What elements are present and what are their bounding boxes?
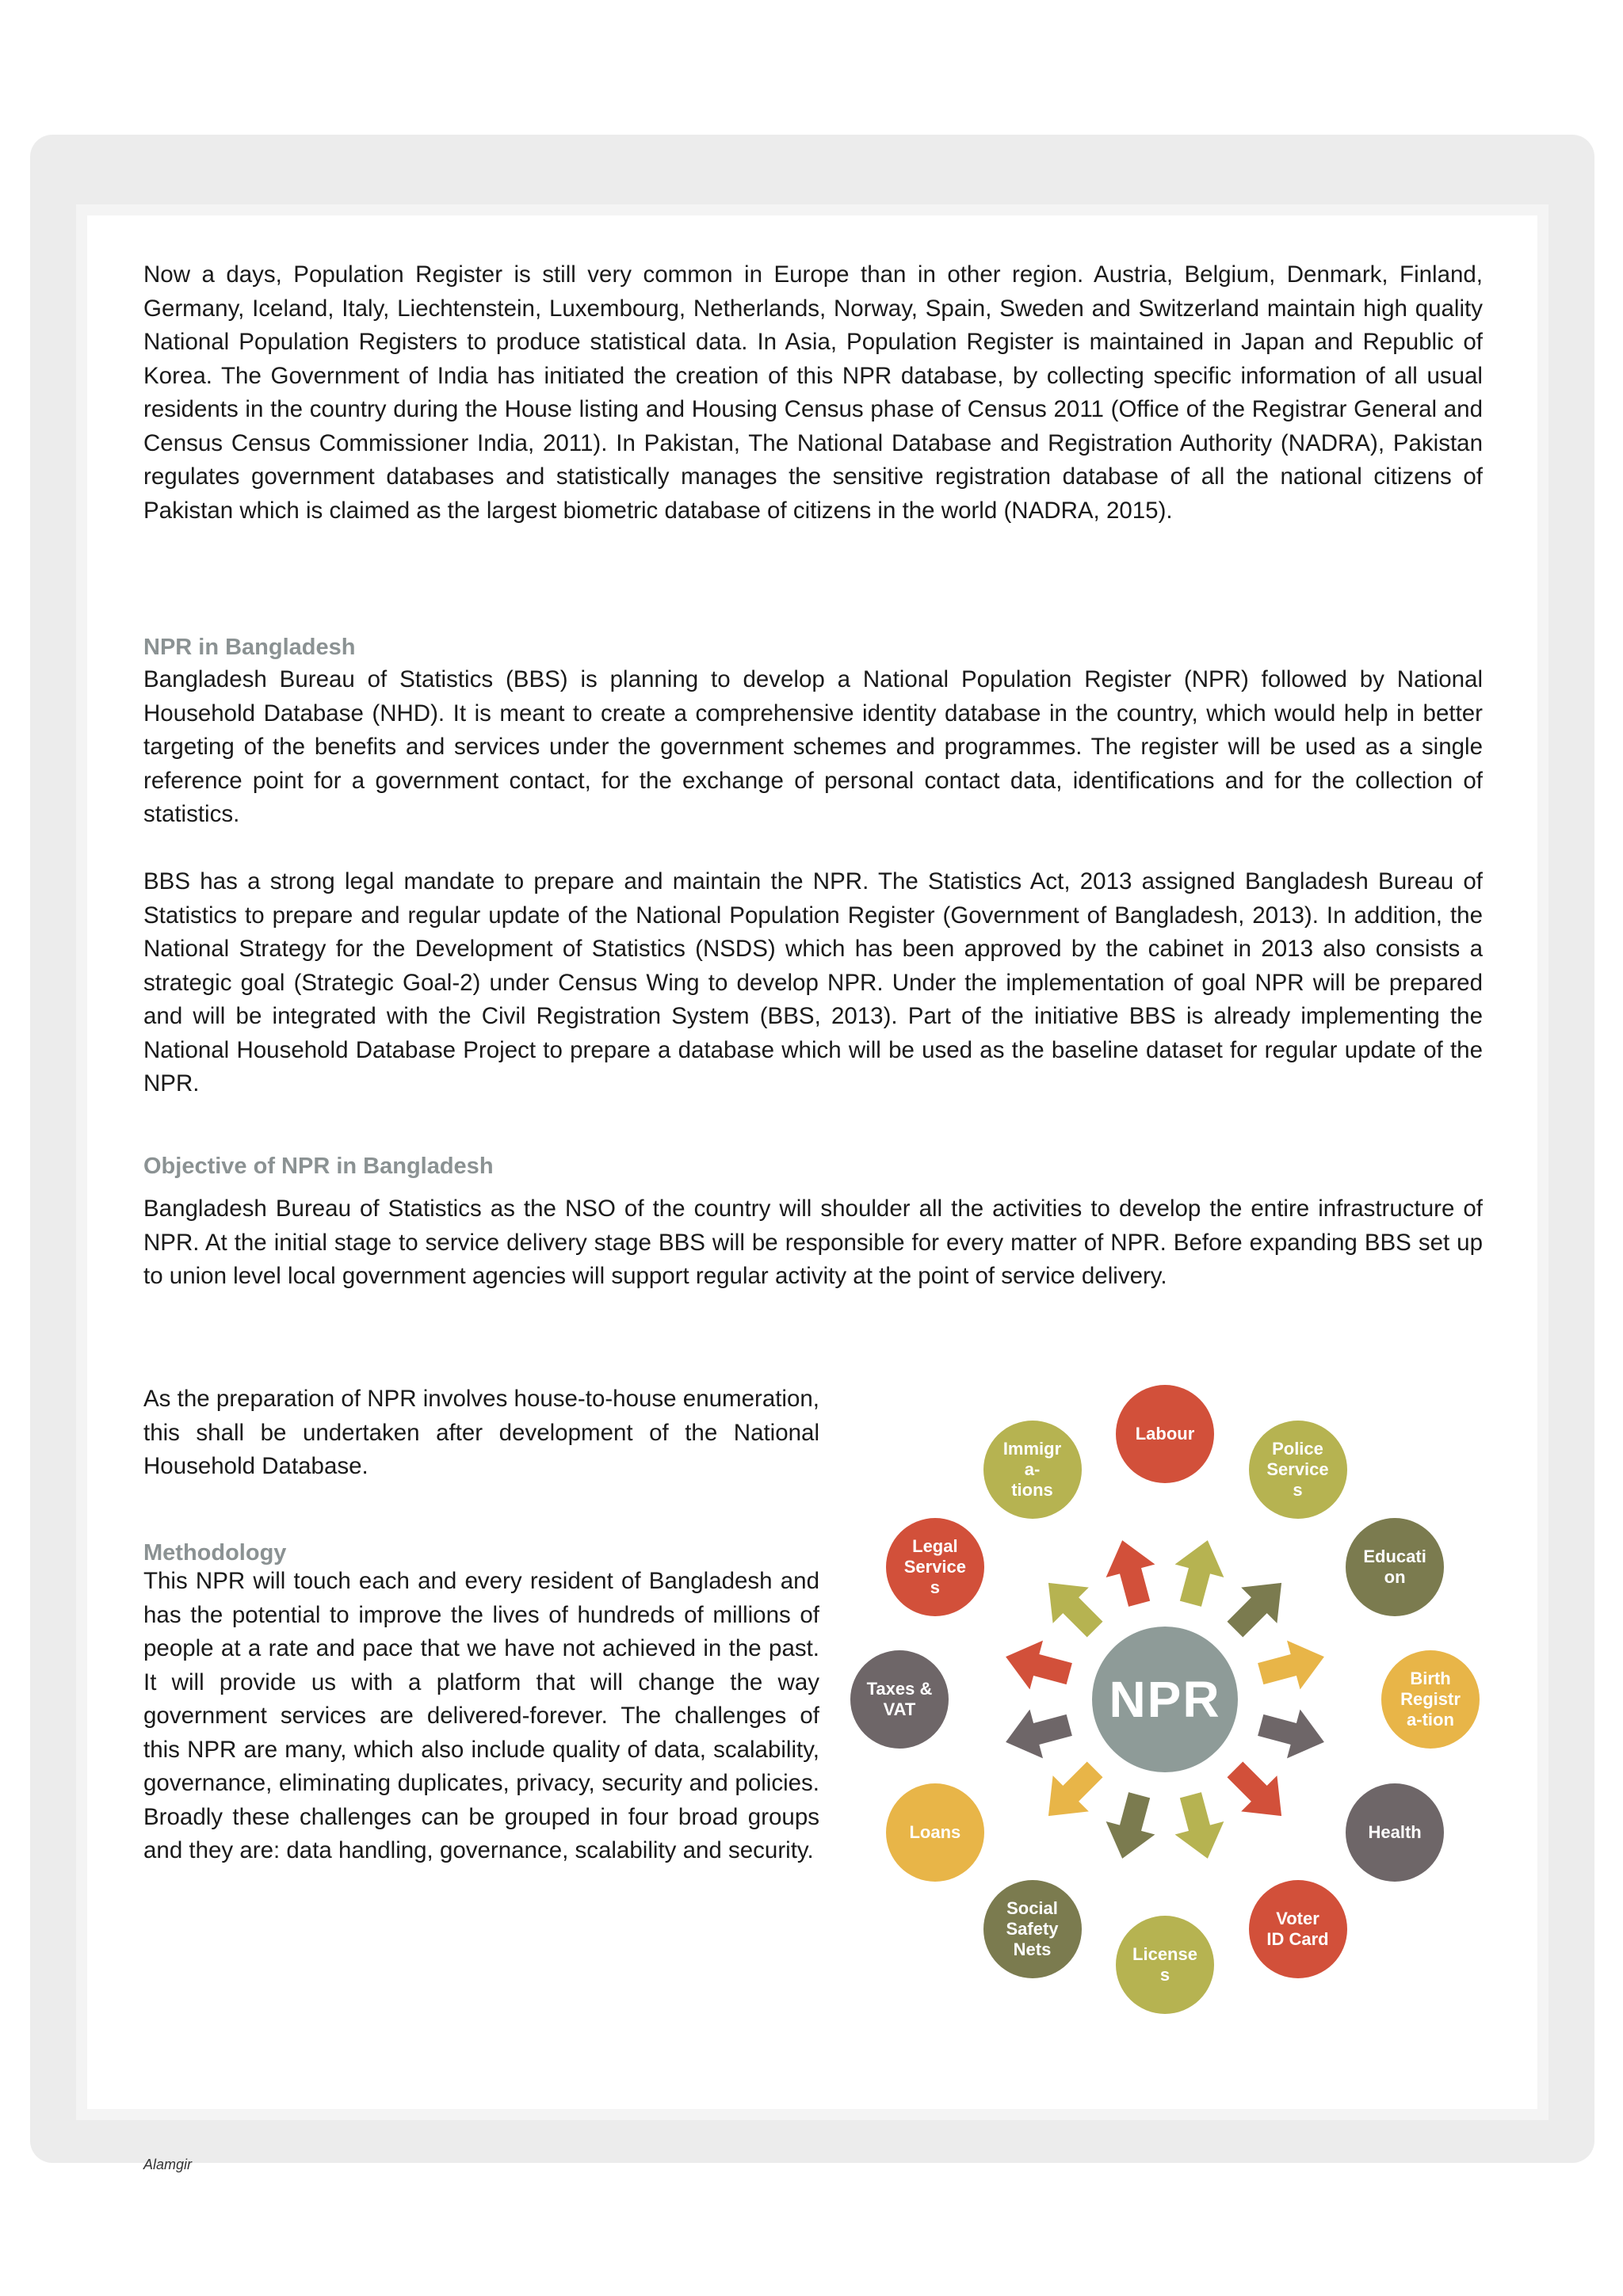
diagram-node-police-service-s: Police Service s xyxy=(1249,1421,1347,1519)
diagram-node-loans: Loans xyxy=(886,1783,984,1882)
diagram-arrow xyxy=(1098,1788,1163,1865)
diagram-node-voter-id-card: Voter ID Card xyxy=(1249,1880,1347,1978)
intro-paragraph: Now a days, Population Register is still very common in Europe than in other region. Austria, Belgium, Denmark, Finland, Germany, Iceland, Italy, Liechtenstein, Luxembourg, Netherlands, Norway, Spain, Sweden and Switzerland maintain high quality National Population Registers to produce statistical data. In Asia, Population Register is maintained in Japan and Republic of Korea. The Government of India has initiated the creation of this NPR database, by collecting specific information of all usual residents in the country during the House listing and Housing Census phase of Census 2011 (Office of the Registrar General and Census Census Commissioner India, 2011). In Pakistan, The National Database and Registration Authority (NADRA), Pakistan regulates government databases and statistically manages the sensitive registration database of all the national citizens of Pakistan which is claimed as the largest biometric database of citizens in the world (NADRA, 2015). xyxy=(143,261,1483,524)
diagram-arrow xyxy=(1254,1700,1331,1766)
diagram-node-labour: Labour xyxy=(1116,1385,1214,1483)
diagram-arrow xyxy=(999,1700,1076,1766)
diagram-arrow xyxy=(1030,1565,1113,1647)
diagram-arrow xyxy=(1166,1788,1232,1865)
diagram-node-health: Health xyxy=(1346,1783,1444,1882)
diagram-arrow xyxy=(1166,1534,1232,1611)
npr-cycle-diagram xyxy=(840,1375,1490,2024)
preparation-paragraph: As the preparation of NPR involves house-to-house enumeration, this shall be undertaken after development of the National Household Database. xyxy=(143,1386,819,1479)
diagram-node-social-safety-nets: Social Safety Nets xyxy=(983,1880,1082,1978)
diagram-arrow xyxy=(1030,1752,1113,1834)
mandate-paragraph: BBS has a strong legal mandate to prepare and maintain the NPR. The Statistics Act, 2013 assigned Bangladesh Bureau of Statistics to prepare and regular update of the National Population Register (Government of Bangladesh, 2013). In addition, the National Strategy for the Development of Statistics (NSDS) which has been approved by the cabinet in 2013 also consists a strategic goal (Strategic Goal-2) under Census Wing to develop NPR. Under the implementation of goal NPR will be prepared and will be integrated with the Civil Registration System (BBS, 2013). Part of the initiative BBS is already implementing the National Household Database Project to prepare a database which will be used as the baseline dataset for regular update of the NPR. xyxy=(143,868,1483,1097)
author-name: Alamgir xyxy=(143,2157,193,2172)
heading-objective: Objective of NPR in Bangladesh xyxy=(143,1154,494,1179)
diagram-node-birth-registr-a-tion: Birth Registr a-tion xyxy=(1381,1650,1480,1749)
diagram-arrow xyxy=(999,1632,1076,1698)
diagram-node-immigr-a-tions: Immigr a- tions xyxy=(983,1421,1082,1519)
diagram-node-license-s: License s xyxy=(1116,1916,1214,2014)
diagram-arrow xyxy=(1217,1752,1300,1834)
diagram-arrow xyxy=(1254,1632,1331,1698)
objective-paragraph: Bangladesh Bureau of Statistics as the NSO of the country will shoulder all the activities to develop the entire infrastructure of NPR. At the initial stage to service delivery stage BBS will be responsible for every matter of NPR. Before expanding BBS set up to union level local government agencies will support regular activity at the point of service delivery. xyxy=(143,1196,1483,1289)
diagram-arrow xyxy=(1217,1565,1300,1647)
diagram-node-taxes-vat: Taxes & VAT xyxy=(850,1650,949,1749)
diagram-node-legal-service-s: Legal Service s xyxy=(886,1518,984,1616)
diagram-node-educati-on: Educati on xyxy=(1346,1518,1444,1616)
diagram-arrow xyxy=(1098,1534,1163,1611)
npr-bangladesh-paragraph: Bangladesh Bureau of Statistics (BBS) is planning to develop a National Population Register (NPR) followed by National Household Database (NHD). It is meant to create a comprehensive identity database in the country, which would help in better targeting of the benefits and services under the government schemes and programmes. The register will be used as a single reference point for a government contact, for the exchange of personal contact data, identifications and for the collection of statistics. xyxy=(143,666,1483,827)
heading-npr-in-bangladesh: NPR in Bangladesh xyxy=(143,635,356,660)
footer-date: October 15, 2016 xyxy=(666,2064,844,2088)
npr-center-node: NPR xyxy=(1092,1627,1238,1772)
heading-methodology: Methodology xyxy=(143,1540,287,1566)
methodology-paragraph: This NPR will touch each and every resident of Bangladesh and has the potential to improve the lives of hundreds of millions of people at a rate and pace that we have not achieved in the past. It will provide us with a platform that will change the way government services are delivered-forever. The challenges of this NPR are many, which also include quality of data, scalability, governance, eliminating duplicates, privacy, security and policies. Broadly these challenges can be grouped in four broad groups and they are: data handling, governance, scalability and security. xyxy=(143,1568,819,1863)
